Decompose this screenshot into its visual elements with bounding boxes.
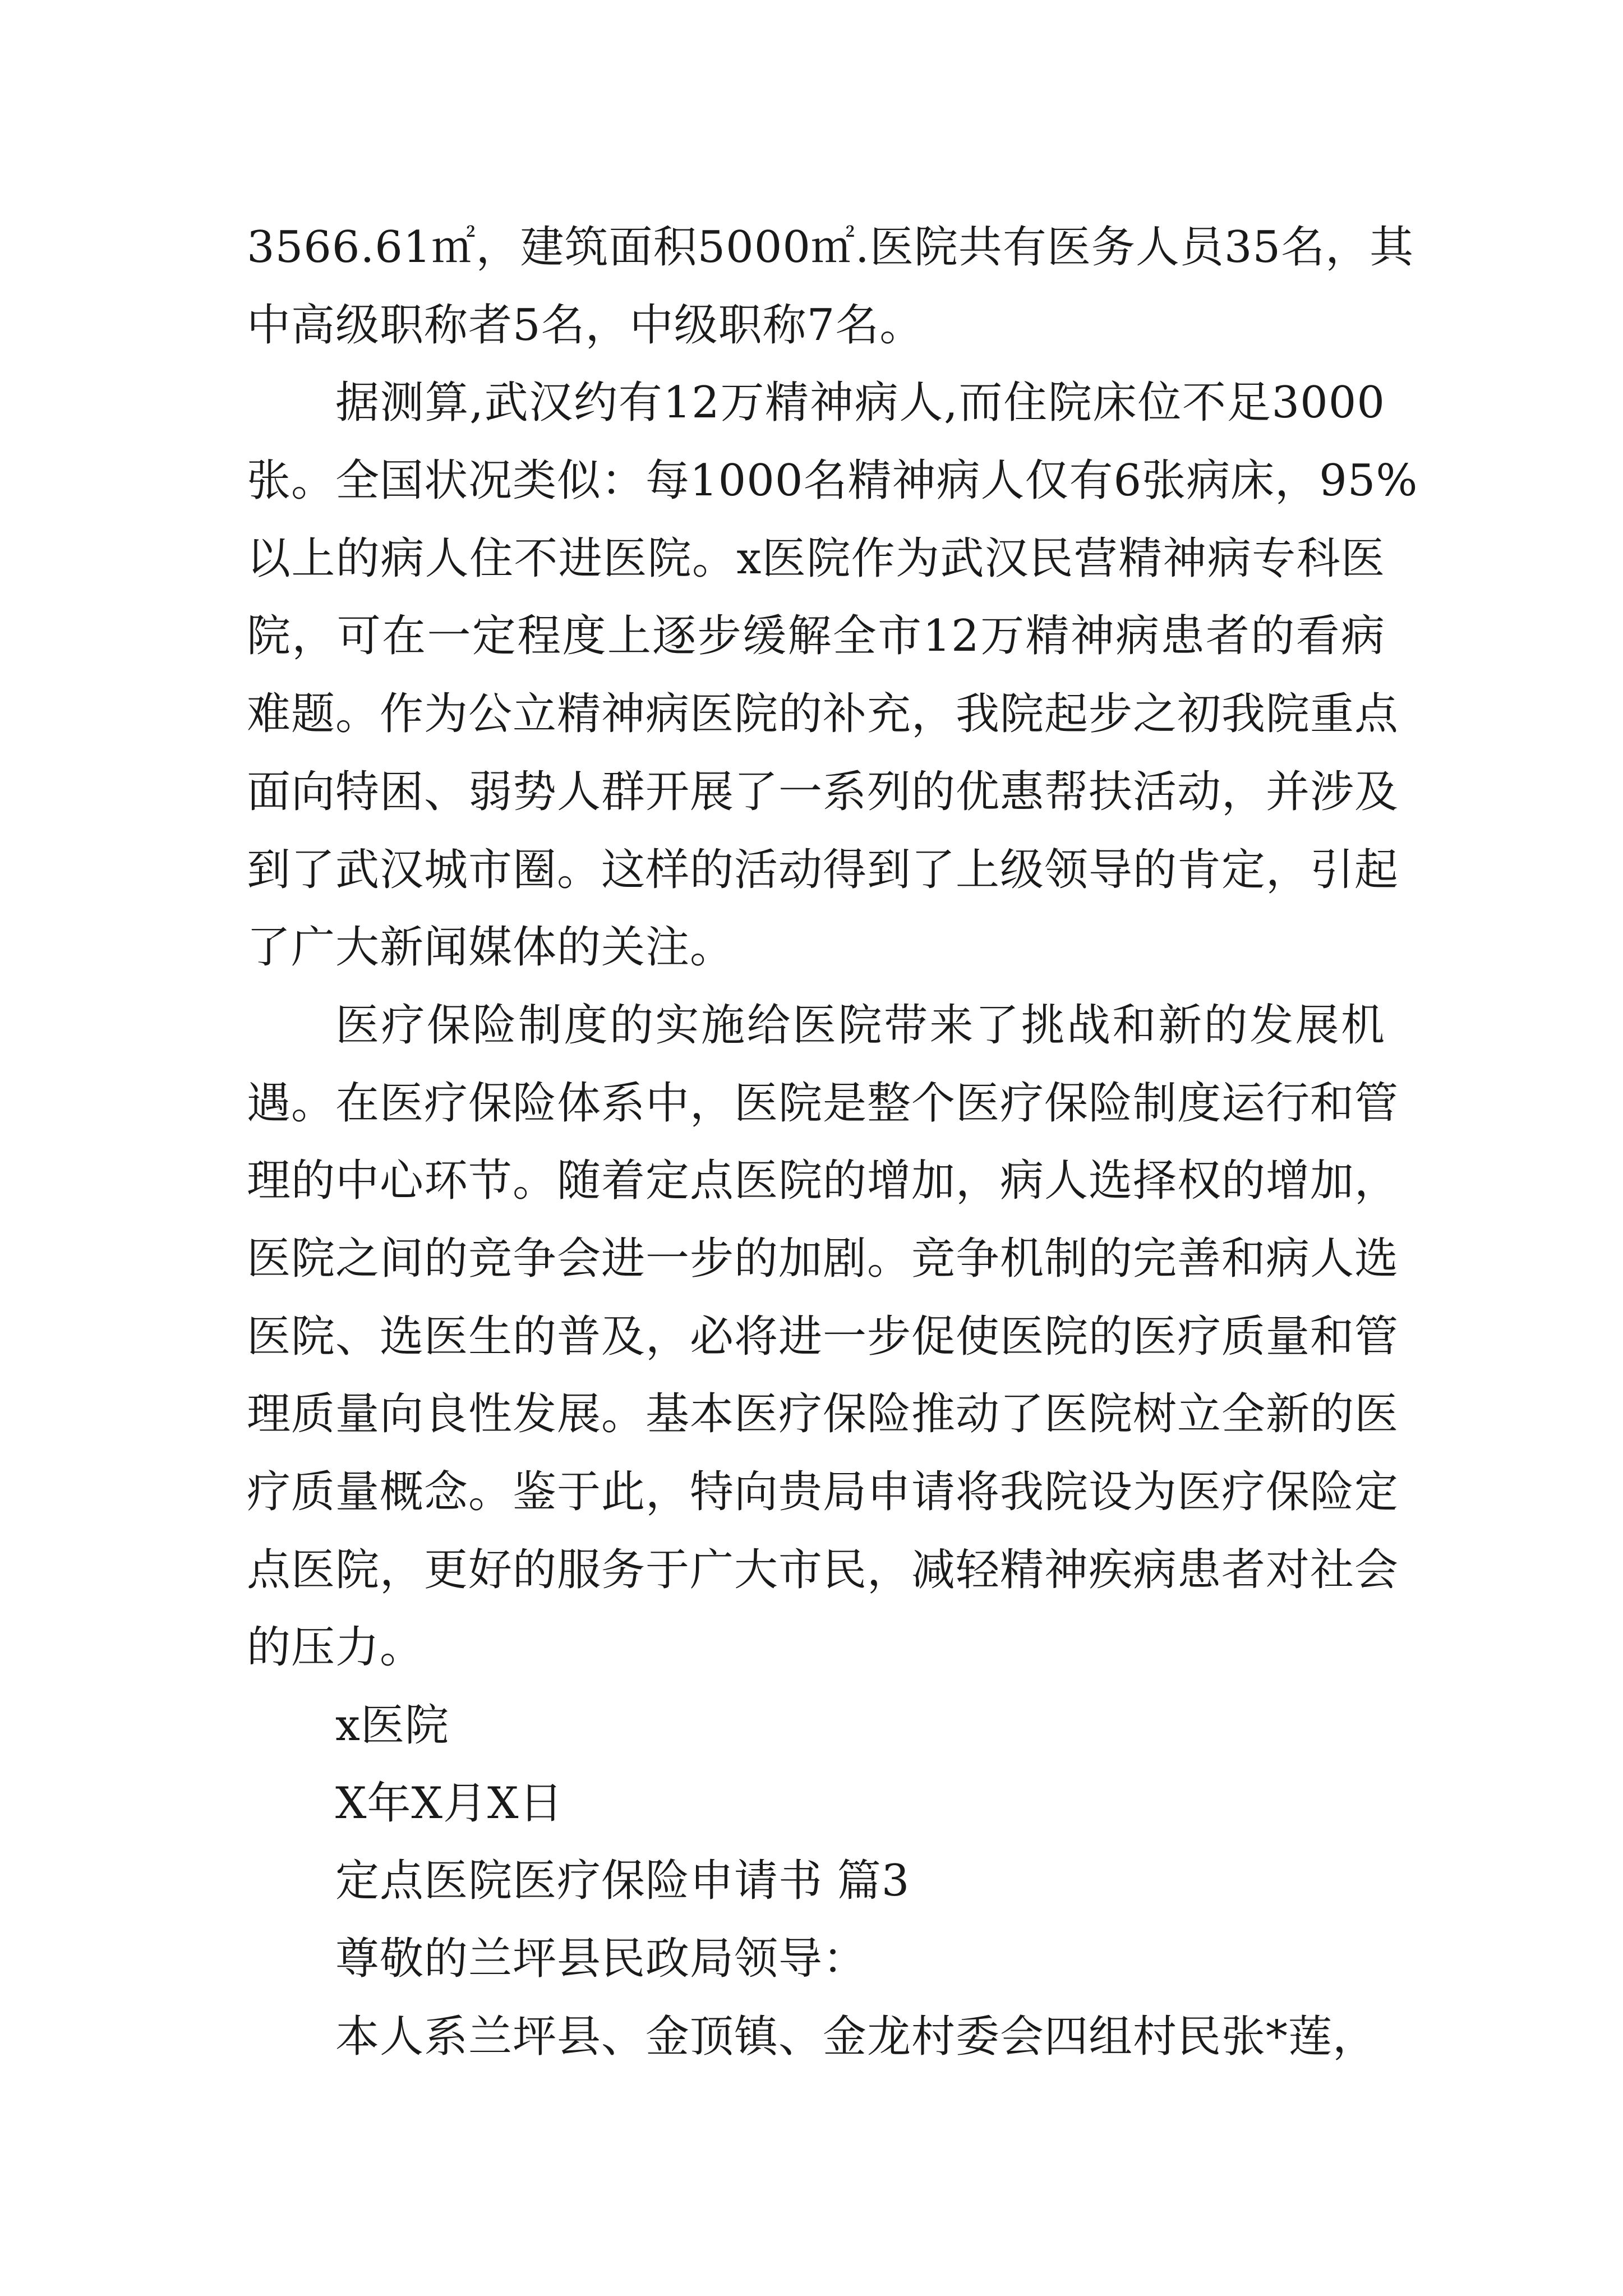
paragraph-line: 难题。作为公立精神病医院的补充，我院起步之初我院重点 xyxy=(247,689,1399,740)
paragraph-line: 疗质量概念。鉴于此，特向贵局申请将我院设为医疗保险定 xyxy=(247,1467,1399,1517)
paragraph-line: 理的中心环节。随着定点医院的增加，病人选择权的增加， xyxy=(247,1156,1399,1207)
paragraph-line: 医院、选医生的普及，必将进一步促使医院的医疗质量和管 xyxy=(247,1311,1399,1362)
paragraph-line: 据测算,武汉约有12万精神病人,而住院床位不足3000 xyxy=(335,378,1385,429)
section-title: 定点医院医疗保险申请书 篇3 xyxy=(335,1856,910,1907)
paragraph-line: 面向特困、弱势人群开展了一系列的优惠帮扶活动，并涉及 xyxy=(247,766,1399,817)
paragraph-line: 到了武汉城市圈。这样的活动得到了上级领导的肯定，引起 xyxy=(247,844,1399,895)
paragraph-line: 中高级职称者5名，中级职称7名。 xyxy=(247,300,924,351)
paragraph-line: 以上的病人住不进医院。x医院作为武汉民营精神病专科医 xyxy=(247,533,1385,584)
paragraph-line: 3566.61㎡，建筑面积5000㎡.医院共有医务人员35名，其 xyxy=(247,222,1414,273)
paragraph-line: 医院之间的竞争会进一步的加剧。竞争机制的完善和病人选 xyxy=(247,1233,1399,1284)
paragraph-line: 遇。在医疗保险体系中，医院是整个医疗保险制度运行和管 xyxy=(247,1078,1399,1129)
paragraph-1 xyxy=(247,209,1414,364)
paragraph-2 xyxy=(247,364,1418,987)
paragraph-line: 院，可在一定程度上逐步缓解全市12万精神病患者的看病 xyxy=(247,611,1385,662)
opening-line: 本人系兰坪县、金顶镇、金龙村委会四组村民张*莲， xyxy=(335,2011,1377,2062)
paragraph-line: 张。全国状况类似：每1000名精神病人仅有6张病床，95% xyxy=(247,455,1418,507)
paragraph-line: 医疗保险制度的实施给医院带来了挑战和新的发展机 xyxy=(335,1000,1385,1051)
salutation: 尊敬的兰坪县民政局领导： xyxy=(335,1934,868,1985)
paragraph-line: 点医院，更好的服务于广大市民，减轻精神疾病患者对社会 xyxy=(247,1544,1399,1595)
document-body xyxy=(247,209,1418,2076)
signature: x医院 xyxy=(335,1700,449,1751)
document-date: X年X月X日 xyxy=(335,1778,564,1829)
paragraph-line: 的压力。 xyxy=(247,1622,425,1673)
paragraph-line: 理质量向良性发展。基本医疗保险推动了医院树立全新的医 xyxy=(247,1389,1399,1440)
paragraph-3 xyxy=(247,987,1399,1687)
paragraph-line: 了广大新闻媒体的关注。 xyxy=(247,922,735,973)
